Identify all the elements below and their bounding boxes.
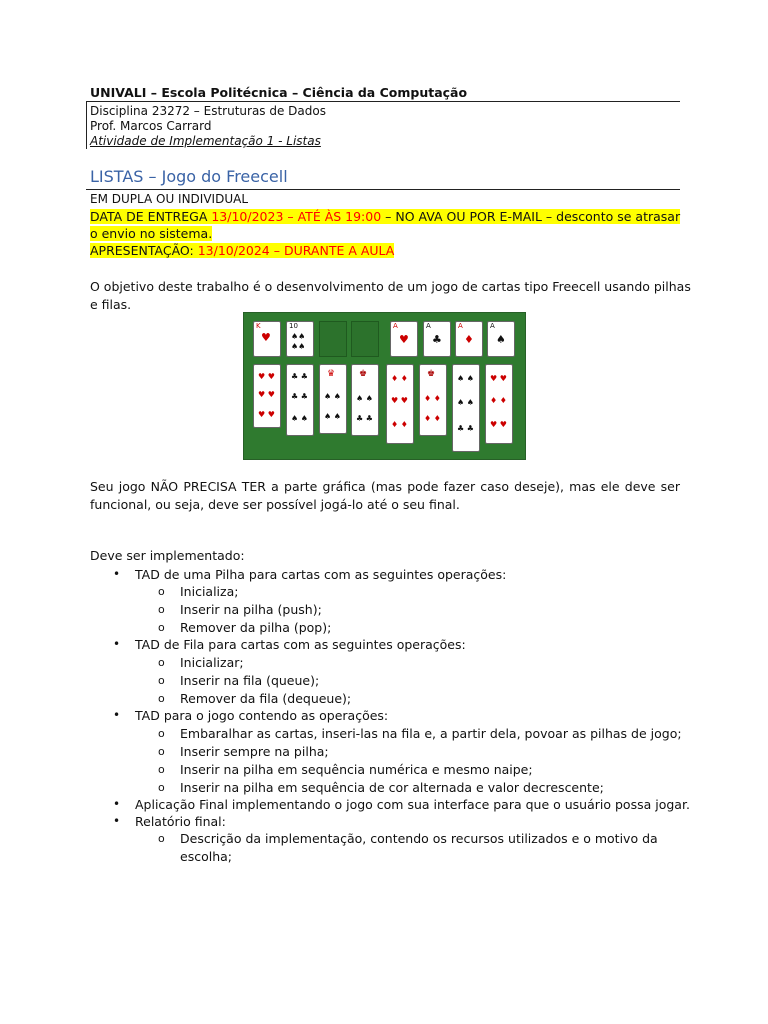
sub-bullet-icon: o: [158, 832, 165, 845]
queue-op-item: Remover da fila (dequeue);: [180, 691, 352, 706]
presentation-line: [90, 243, 394, 258]
freecell-screenshot-image: [243, 312, 526, 460]
sub-bullet-icon: o: [158, 603, 165, 616]
deadline-label: DATA DE ENTREGA: [90, 209, 212, 224]
professor-line: Prof. Marcos Carrard: [90, 119, 212, 133]
sub-bullet-icon: o: [158, 621, 165, 634]
tableau-column-4: ♚ ♠ ♠ ♣ ♣: [351, 364, 379, 436]
foundation-ace-spades: A ♠: [487, 321, 515, 357]
report-op-item: Descrição da implementação, contendo os recursos utilizados e o motivo da: [180, 831, 658, 846]
deadline-line-2: [90, 226, 212, 241]
title-rule: [86, 189, 680, 190]
final-app-item: Aplicação Final implementando o jogo com sua interface para que o usuário possa jogar.: [135, 797, 690, 812]
stack-op-item: Remover da pilha (pop);: [180, 620, 332, 635]
requirements-intro: Deve ser implementado:: [90, 548, 245, 563]
report-op-item-continuation: escolha;: [180, 849, 232, 864]
objective-line-1: O objetivo deste trabalho é o desenvolvimento de um jogo de cartas tipo Freecell usando pilhas: [90, 279, 691, 294]
sub-bullet-icon: o: [158, 727, 165, 740]
queue-op-item: Inicializar;: [180, 655, 244, 670]
sub-bullet-icon: o: [158, 656, 165, 669]
presentation-date: 13/10/2024 – DURANTE A AULA: [197, 243, 395, 258]
tableau-column-1: ♥ ♥ ♥ ♥ ♥ ♥: [253, 364, 281, 428]
bullet-icon: •: [113, 797, 121, 811]
tableau-column-3: ♛ ♠ ♠ ♠ ♠: [319, 364, 347, 434]
graphic-note-line-1: Seu jogo NÃO PRECISA TER a parte gráfica (mas pode fazer caso deseje), mas ele deve ser: [90, 479, 680, 494]
sub-bullet-icon: o: [158, 692, 165, 705]
sub-bullet-icon: o: [158, 781, 165, 794]
foundation-ace-diamonds: A ♦: [455, 321, 483, 357]
page-title: LISTAS – Jogo do Freecell: [90, 167, 288, 186]
objective-line-2: e filas.: [90, 297, 132, 312]
foundation-ace-hearts: A ♥: [390, 321, 418, 357]
bullet-icon: •: [113, 567, 121, 581]
presentation-label: APRESENTAÇÃO:: [90, 243, 198, 258]
sub-bullet-icon: o: [158, 763, 165, 776]
stack-tad-item: TAD de uma Pilha para cartas com as seguintes operações:: [135, 567, 507, 582]
game-op-item: Inserir sempre na pilha;: [180, 744, 329, 759]
sub-bullet-icon: o: [158, 745, 165, 758]
game-tad-item: TAD para o jogo contendo as operações:: [135, 708, 389, 723]
empty-free-cell: [351, 321, 379, 357]
stack-op-item: Inicializa;: [180, 584, 239, 599]
discipline-line: Disciplina 23272 – Estruturas de Dados: [90, 104, 326, 118]
graphic-note-line-2: funcional, ou seja, deve ser possível jogá-lo até o seu final.: [90, 497, 460, 512]
deadline-line: [90, 209, 680, 224]
queue-op-item: Inserir na fila (queue);: [180, 673, 320, 688]
game-op-item: Inserir na pilha em sequência numérica e mesmo naipe;: [180, 762, 533, 777]
stack-op-item: Inserir na pilha (push);: [180, 602, 322, 617]
deadline-rest: – NO AVA OU POR E-MAIL – desconto se atrasar: [381, 209, 681, 224]
tableau-column-2: ♣ ♣ ♣ ♣ ♠ ♠: [286, 364, 314, 436]
mode-line: EM DUPLA OU INDIVIDUAL: [90, 192, 248, 206]
empty-free-cell: [319, 321, 347, 357]
free-cell-card-ten-spades: 10 ♠♠ ♠♠: [286, 321, 314, 357]
bullet-icon: •: [113, 708, 121, 722]
tableau-column-8: ♥ ♥ ♦ ♦ ♥ ♥: [485, 364, 513, 444]
sub-bullet-icon: o: [158, 674, 165, 687]
bullet-icon: •: [113, 637, 121, 651]
deadline-date: 13/10/2023 – ATÉ ÀS 19:00: [211, 209, 382, 224]
header-vertical-rule: [86, 101, 87, 149]
foundation-ace-clubs: A ♣: [423, 321, 451, 357]
activity-line: Atividade de Implementação 1 - Listas: [90, 134, 321, 148]
tableau-column-6: ♚ ♦ ♦ ♦ ♦: [419, 364, 447, 436]
queue-tad-item: TAD de Fila para cartas com as seguintes operações:: [135, 637, 466, 652]
free-cell-card-king-hearts: K ♥: [253, 321, 281, 357]
tableau-column-5: ♦ ♦ ♥ ♥ ♦ ♦: [386, 364, 414, 444]
tableau-column-7: ♠ ♠ ♠ ♠ ♣ ♣: [452, 364, 480, 452]
sub-bullet-icon: o: [158, 585, 165, 598]
game-op-item: Inserir na pilha em sequência de cor alternada e valor decrescente;: [180, 780, 604, 795]
bullet-icon: •: [113, 814, 121, 828]
deadline-continuation: o envio no sistema.: [90, 226, 213, 241]
header-rule: [86, 101, 680, 102]
game-op-item: Embaralhar as cartas, inseri-las na fila e, a partir dela, povoar as pilhas de jogo;: [180, 726, 682, 741]
institution-line: UNIVALI – Escola Politécnica – Ciência da Computação: [90, 85, 468, 100]
final-report-item: Relatório final:: [135, 814, 226, 829]
